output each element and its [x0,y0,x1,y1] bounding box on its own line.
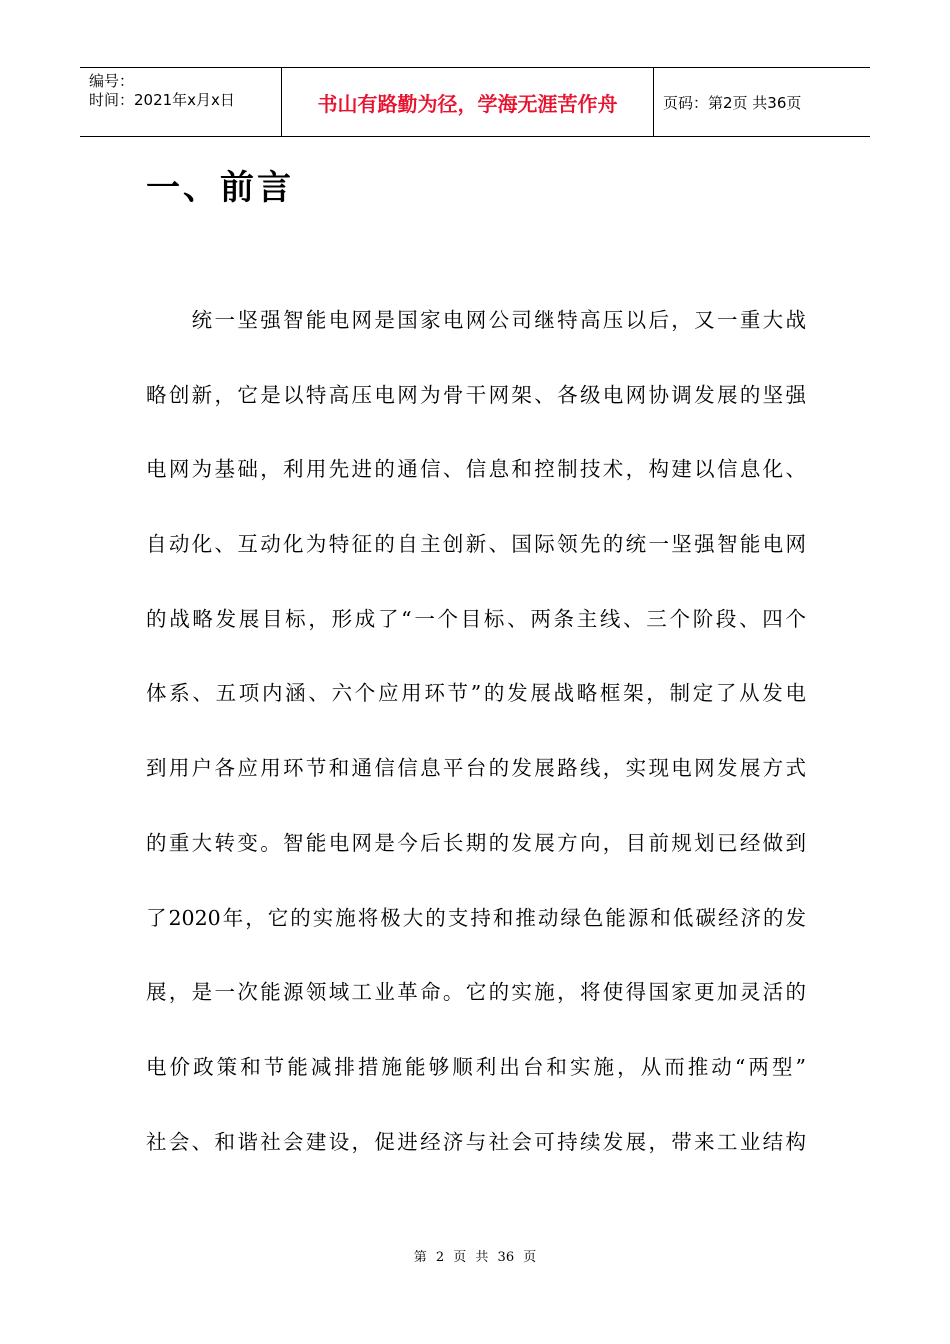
section-heading: 一、前言 [146,168,294,208]
paragraph-line: 的重大转变。智能电网是今后长期的发展方向，目前规划已经做到 [146,830,806,855]
header-meta [80,68,282,136]
page-footer: 第 2 页 共 36 页 [413,1250,537,1265]
paragraph-line: 社会、和谐社会建设，促进经济与社会可持续发展，带来工业结构 [146,1129,806,1154]
paragraph-line: 略创新，它是以特高压电网为骨干网架、各级电网协调发展的坚强 [146,382,806,407]
paragraph-line: 了2020年，它的实施将极大的支持和推动绿色能源和低碳经济的发 [146,905,806,930]
paragraph-line: 统一坚强智能电网是国家电网公司继特高压以后，又一重大战 [146,308,806,332]
body-paragraph [146,302,806,1198]
document-number-label: 编号： [89,72,135,90]
header-page-info: 页码：第2页 共36页 [663,93,802,112]
paragraph-line: 展，是一次能源领域工业革命。它的实施，将使得国家更加灵活的 [146,980,806,1005]
header-motto: 书山有路勤为径，学海无涯苦作舟 [282,68,654,136]
document-header [80,67,870,137]
paragraph-line: 到用户各应用环节和通信信息平台的发展路线，实现电网发展方式 [146,756,806,781]
paragraph-line: 自动化、互动化为特征的自主创新、国际领先的统一坚强智能电网 [146,532,806,557]
paragraph-line: 的战略发展目标，形成了“一个目标、两条主线、三个阶段、四个 [146,606,806,631]
paragraph-line: 电网为基础，利用先进的通信、信息和控制技术，构建以信息化、 [146,457,806,482]
paragraph-line: 体系、五项内涵、六个应用环节”的发展战略框架，制定了从发电 [146,681,806,706]
document-time-label: 时间：2021年x月x日 [89,91,235,109]
paragraph-line: 电价政策和节能减排措施能够顺利出台和实施，从而推动“两型” [146,1054,806,1079]
